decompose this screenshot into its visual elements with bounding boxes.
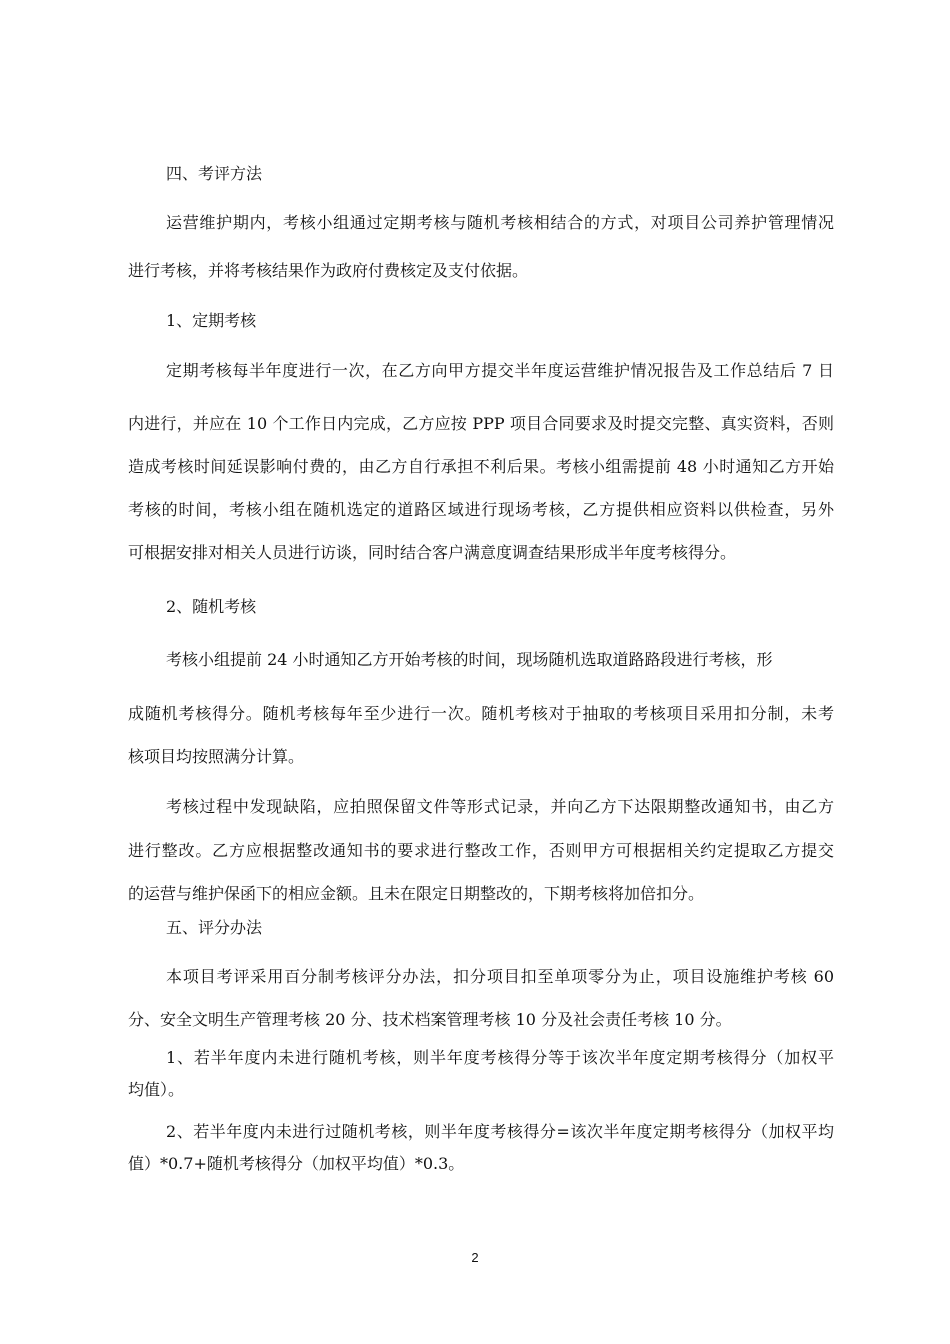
random-assessment-heading: 2、随机考核 — [166, 597, 257, 616]
random-assessment-line-1: 考核小组提前 24 小时通知乙方开始考核的时间，现场随机选取道路路段进行考核，形 — [166, 650, 773, 669]
defect-handling-line-1: 考核过程中发现缺陷，应拍照保留文件等形式记录，并向乙方下达限期整改通知书，由乙方 — [166, 797, 834, 816]
periodic-assessment-line-1: 定期考核每半年度进行一次，在乙方向甲方提交半年度运营维护情况报告及工作总结后 7 日 — [166, 361, 834, 380]
scoring-rule-1-line-1: 1、若半年度内未进行随机考核，则半年度考核得分等于该次半年度定期考核得分（加权平 — [166, 1048, 834, 1067]
periodic-assessment-heading: 1、定期考核 — [166, 311, 257, 330]
section-4-intro-line-2: 进行考核，并将考核结果作为政府付费核定及支付依据。 — [128, 261, 529, 280]
random-assessment-line-3: 核项目均按照满分计算。 — [128, 747, 305, 766]
defect-handling-line-2: 进行整改。乙方应根据整改通知书的要求进行整改工作，否则甲方可根据相关约定提取乙方提交 — [128, 841, 834, 860]
section-5-heading: 五、评分办法 — [166, 918, 263, 937]
random-assessment-line-2: 成随机考核得分。随机考核每年至少进行一次。随机考核对于抽取的考核项目采用扣分制，未考 — [128, 704, 834, 723]
scoring-rule-2-line-1: 2、若半年度内未进行过随机考核，则半年度考核得分=该次半年度定期考核得分（加权平均 — [166, 1122, 834, 1141]
scoring-rule-1-line-2: 均值）。 — [128, 1080, 185, 1099]
page-number: 2 — [471, 1250, 479, 1265]
section-4-intro-line-1: 运营维护期内，考核小组通过定期考核与随机考核相结合的方式，对项目公司养护管理情况 — [166, 213, 834, 232]
periodic-assessment-line-5: 可根据安排对相关人员进行访谈，同时结合客户满意度调查结果形成半年度考核得分。 — [128, 543, 737, 562]
scoring-method-line-2: 分、安全文明生产管理考核 20 分、技术档案管理考核 10 分及社会责任考核 10 分。 — [128, 1010, 732, 1029]
periodic-assessment-line-4: 考核的时间，考核小组在随机选定的道路区域进行现场考核，乙方提供相应资料以供检查，另外 — [128, 500, 834, 519]
section-4-heading: 四、考评方法 — [166, 164, 263, 183]
periodic-assessment-line-3: 造成考核时间延误影响付费的，由乙方自行承担不利后果。考核小组需提前 48 小时通知乙方开始 — [128, 457, 834, 476]
scoring-method-line-1: 本项目考评采用百分制考核评分办法，扣分项目扣至单项零分为止，项目设施维护考核 60 — [166, 967, 834, 986]
defect-handling-line-3: 的运营与维护保函下的相应金额。且未在限定日期整改的，下期考核将加倍扣分。 — [128, 884, 705, 903]
scoring-rule-2-line-2: 值）*0.7+随机考核得分（加权平均值）*0.3。 — [128, 1154, 465, 1173]
periodic-assessment-line-2: 内进行，并应在 10 个工作日内完成，乙方应按 PPP 项目合同要求及时提交完整、真实资料，否则 — [128, 414, 834, 433]
